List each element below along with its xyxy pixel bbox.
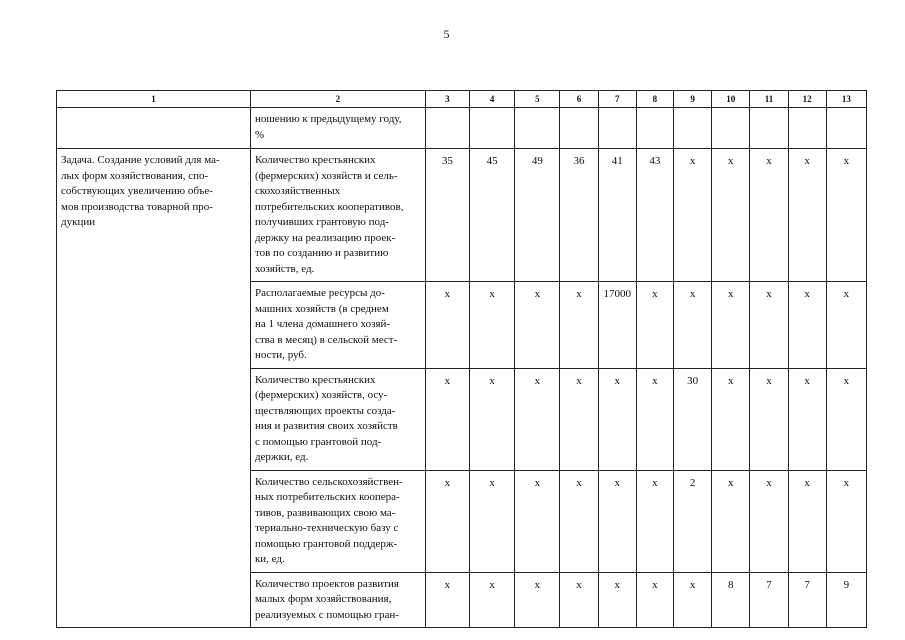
value-cell: x [788, 282, 826, 369]
value-cell: x [712, 149, 750, 282]
value-cell: x [515, 572, 560, 628]
value-cell: x [425, 368, 469, 470]
value-cell: 41 [598, 149, 636, 282]
value-cell: x [788, 470, 826, 572]
value-cell: x [826, 368, 866, 470]
value-cell: x [636, 470, 673, 572]
value-cell [470, 108, 515, 149]
column-number: 4 [470, 91, 515, 108]
column-number: 11 [750, 91, 788, 108]
value-cell: x [826, 149, 866, 282]
value-cell: x [470, 572, 515, 628]
value-cell: x [425, 572, 469, 628]
value-cell: x [560, 470, 598, 572]
value-cell: x [470, 282, 515, 369]
indicator-name: Количество проектов развития малых форм хозяйствования, реализуемых с помощью гран- [250, 572, 425, 628]
value-cell [826, 108, 866, 149]
value-cell [712, 108, 750, 149]
value-cell [674, 108, 712, 149]
value-cell [788, 108, 826, 149]
indicator-name: ношению к предыдущему году, % [250, 108, 425, 149]
value-cell: 7 [788, 572, 826, 628]
indicator-row [57, 149, 867, 282]
value-cell: 49 [515, 149, 560, 282]
value-cell: x [515, 368, 560, 470]
value-cell: x [560, 572, 598, 628]
value-cell: x [712, 282, 750, 369]
indicator-name: Количество крестьянских (фермерских) хозяйств, осу- ществляющих проекты созда- ния и развития своих хозяйств с помощью грантовой под- держки, ед. [250, 368, 425, 470]
value-cell: 2 [674, 470, 712, 572]
value-cell: x [674, 572, 712, 628]
indicator-name: Количество сельскохозяйствен- ных потребительских коопера- тивов, развивающих свою ма- териально-техническую базу с помощью грантовой поддерж- ки, ед. [250, 470, 425, 572]
value-cell: x [470, 368, 515, 470]
value-cell: x [712, 470, 750, 572]
value-cell: x [560, 368, 598, 470]
column-number: 9 [674, 91, 712, 108]
value-cell: 45 [470, 149, 515, 282]
value-cell: 8 [712, 572, 750, 628]
column-number: 2 [250, 91, 425, 108]
value-cell: x [674, 149, 712, 282]
column-number: 8 [636, 91, 673, 108]
continuation-row [57, 108, 867, 149]
task-cell [57, 108, 251, 149]
task-cell: Задача. Создание условий для ма- лых форм хозяйствования, спо- собствующих увеличению объе- мов производства товарной про- дукции [57, 149, 251, 628]
page-number: 5 [443, 27, 450, 41]
value-cell [560, 108, 598, 149]
value-cell: x [425, 470, 469, 572]
column-number: 7 [598, 91, 636, 108]
value-cell: 7 [750, 572, 788, 628]
indicator-name: Количество крестьянских (фермерских) хозяйств и сель- скохозяйственных потребительских кооперативов, получивших грантовую под- держку на реализацию проек- тов по созданию и развитию хозяйств, ед. [250, 149, 425, 282]
value-cell: x [674, 282, 712, 369]
value-cell: x [826, 470, 866, 572]
value-cell: x [636, 572, 673, 628]
value-cell: 30 [674, 368, 712, 470]
value-cell [598, 108, 636, 149]
value-cell: x [515, 470, 560, 572]
value-cell: x [750, 149, 788, 282]
value-cell: x [470, 470, 515, 572]
value-cell: x [636, 368, 673, 470]
value-cell: x [750, 282, 788, 369]
column-number: 1 [57, 91, 251, 108]
value-cell [636, 108, 673, 149]
value-cell: x [425, 282, 469, 369]
value-cell: x [750, 470, 788, 572]
column-number: 5 [515, 91, 560, 108]
value-cell [750, 108, 788, 149]
value-cell: 9 [826, 572, 866, 628]
value-cell [425, 108, 469, 149]
value-cell: x [788, 149, 826, 282]
column-number: 13 [826, 91, 866, 108]
value-cell: 43 [636, 149, 673, 282]
column-number: 12 [788, 91, 826, 108]
value-cell: x [515, 282, 560, 369]
indicators-table [56, 90, 867, 628]
value-cell: x [712, 368, 750, 470]
column-number: 3 [425, 91, 469, 108]
value-cell: 17000 [598, 282, 636, 369]
value-cell: x [598, 368, 636, 470]
value-cell: 35 [425, 149, 469, 282]
value-cell: x [636, 282, 673, 369]
value-cell: x [826, 282, 866, 369]
value-cell: 36 [560, 149, 598, 282]
value-cell [515, 108, 560, 149]
column-numbers-row [57, 91, 867, 108]
value-cell: x [788, 368, 826, 470]
value-cell: x [598, 572, 636, 628]
indicator-name: Располагаемые ресурсы до- машних хозяйств (в среднем на 1 члена домашнего хозяй- ства в месяц) в сельской мест- ности, руб. [250, 282, 425, 369]
value-cell: x [598, 470, 636, 572]
column-number: 10 [712, 91, 750, 108]
value-cell: x [560, 282, 598, 369]
value-cell: x [750, 368, 788, 470]
column-number: 6 [560, 91, 598, 108]
